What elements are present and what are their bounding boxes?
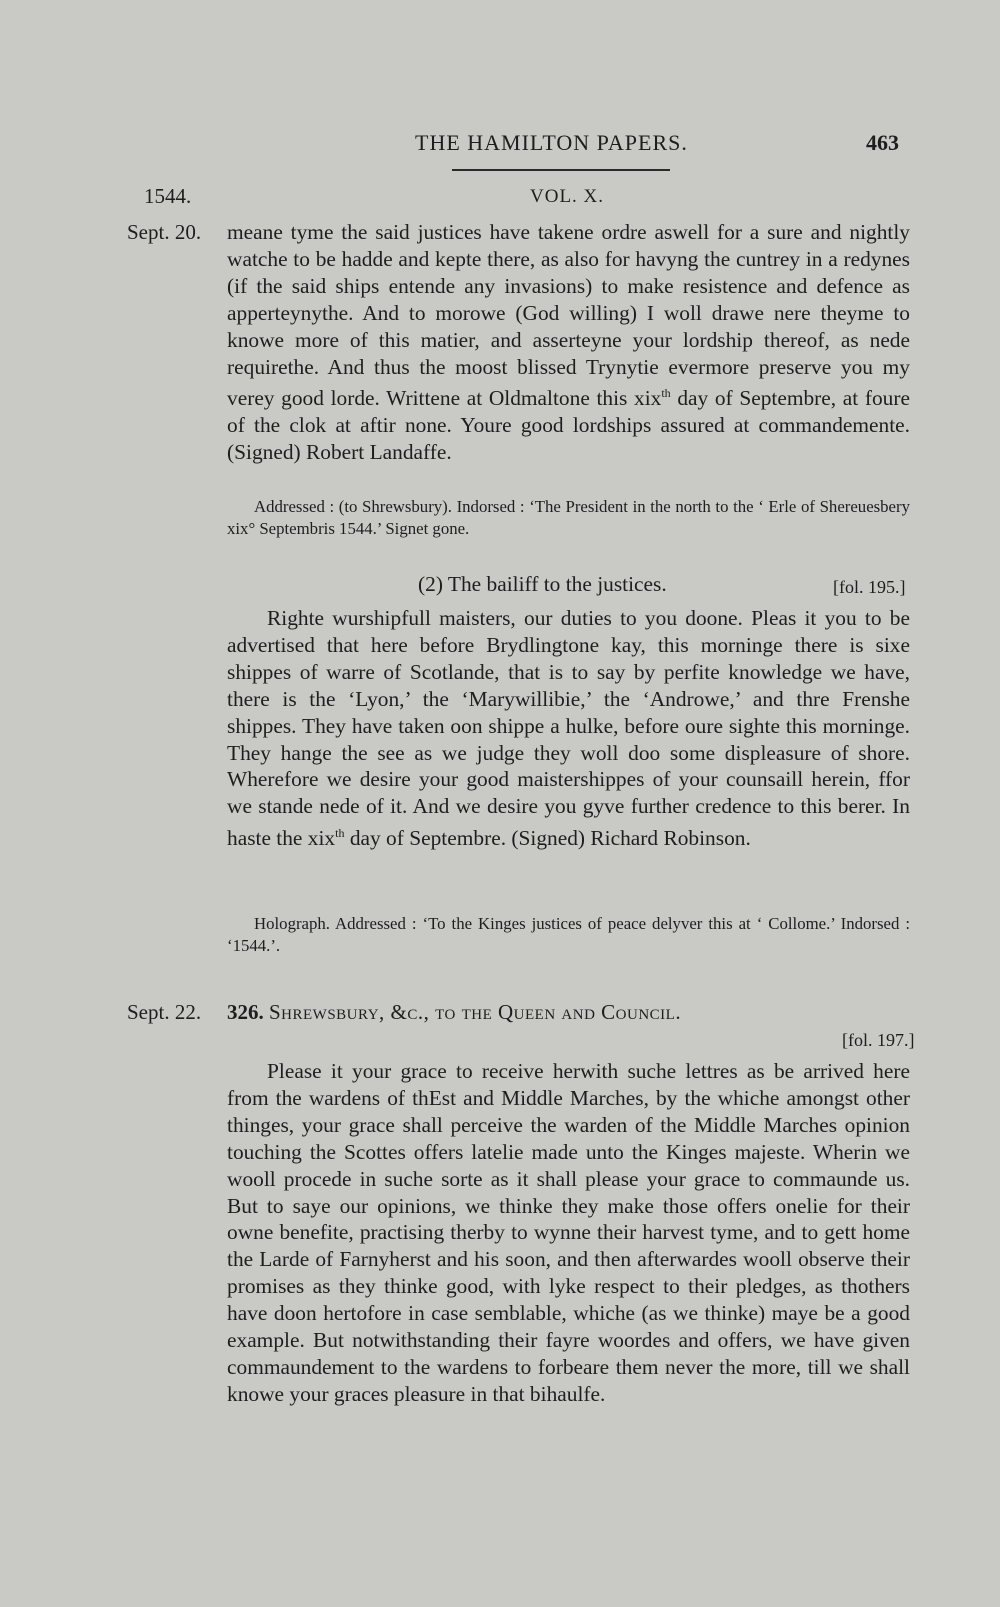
letter-2-body (227, 605, 910, 852)
letter-2-superscript: th (335, 826, 345, 841)
letter-3-body: Please it your grace to receive herwith suche lettres as be arrived here from the wardens of thEst and Middle Marches, by the whiche amongst other thinges, your grace shall perceive the warden of the Middle Marches opinion touching the Scottes offers latelie made unto the Kinges majeste. Wherin we wooll procede in suche sorte as it shall please your grace to commaunde us. But to saye our opinions, we thinke they make those offers onelie for their owne benefite, practising therby to wynne their harvest tyme, and to gett home the Larde of Farnyherst and his soon, and then afterwardes wooll observe their promises as they thinke good, with lyke respect to their pledges, as thothers have doon hertofore in case semblable, whiche (as we thinke) maye be a good example. But notwithstanding their fayre woordes and offers, we have given commaundement to the wardens to forbeare them never the more, till we shall knowe your graces pleasure in that bihaulfe. (227, 1059, 910, 1406)
margin-date-sept-20: Sept. 20. (127, 220, 202, 244)
letter-2-heading: (2) The bailiff to the justices. (418, 572, 667, 596)
letter-1-superscript: th (661, 386, 671, 401)
letter-1-text-end: day of Septembre, at foure of the clok at aftir none. Youre good lordships assured at commandemente. (Signed) Robert Landaffe. (227, 386, 910, 465)
letter-2-text: Righte wurshipfull maisters, our duties to you doone. Pleas it you to be advertised that here before Brydlingtone kay, this morninge there is sixe shippes of warre of Scotlande, that is to say by perfite knowledge we have, there is the ‘Lyon,’ the ‘Marywillibie,’ the ‘Androwe,’ and thre Frenshe shippes. They have taken oon shippe a hulke, before oure sighte this morninge. They hange the see as we judge they woll doo some displeasure of shore. Wherefore we desire your good maistershippes of your counsaill herein, ffor we stande nede of it. And we desire you gyve further credence to this berer. In haste the xix (227, 606, 910, 851)
volume-label: VOL. X. (530, 186, 605, 207)
margin-date-sept-22: Sept. 22. (127, 1000, 202, 1024)
page-number: 463 (866, 130, 899, 155)
entry-number: 326. (227, 1000, 264, 1024)
running-title: THE HAMILTON PAPERS. (415, 130, 688, 155)
letter-1-body (227, 219, 910, 466)
entry-title: Shrewsbury, &c., to the Queen and Council. (269, 1000, 682, 1024)
letter-2-endorsement: Holograph. Addressed : ‘To the Kinges justices of peace delyver this at ‘ Collome.’ Indorsed : ‘1544.’. (227, 914, 910, 955)
folio-reference-195: [fol. 195.] (833, 577, 906, 597)
letter-2-text-end: day of Septembre. (Signed) Richard Robinson. (344, 826, 751, 851)
folio-reference-197: [fol. 197.] (842, 1030, 915, 1050)
entry-heading (227, 1000, 681, 1025)
year-label: 1544. (144, 184, 192, 208)
header-rule (452, 169, 670, 171)
letter-1-text: meane tyme the said justices have takene ordre aswell for a sure and nightly watche to be hadde and kepte there, as also for havyng the cuntrey in a redynes (if the said ships entende any invasions) to make resistence and defence as apperteynythe. And to morowe (God willing) I woll drawe nere theyme to knowe more of this matier, and asserteyne your lordship thereof, as nede requirethe. And thus the moost blissed Trynytie evermore preserve you my verey good lorde. Writtene at Oldmaltone this xix (227, 220, 910, 411)
letter-1-endorsement: Addressed : (to Shrewsbury). Indorsed : ‘The President in the north to the ‘ Erle of Shereuesbery xix° Septembris 1544.’ Signet gone. (227, 497, 910, 538)
